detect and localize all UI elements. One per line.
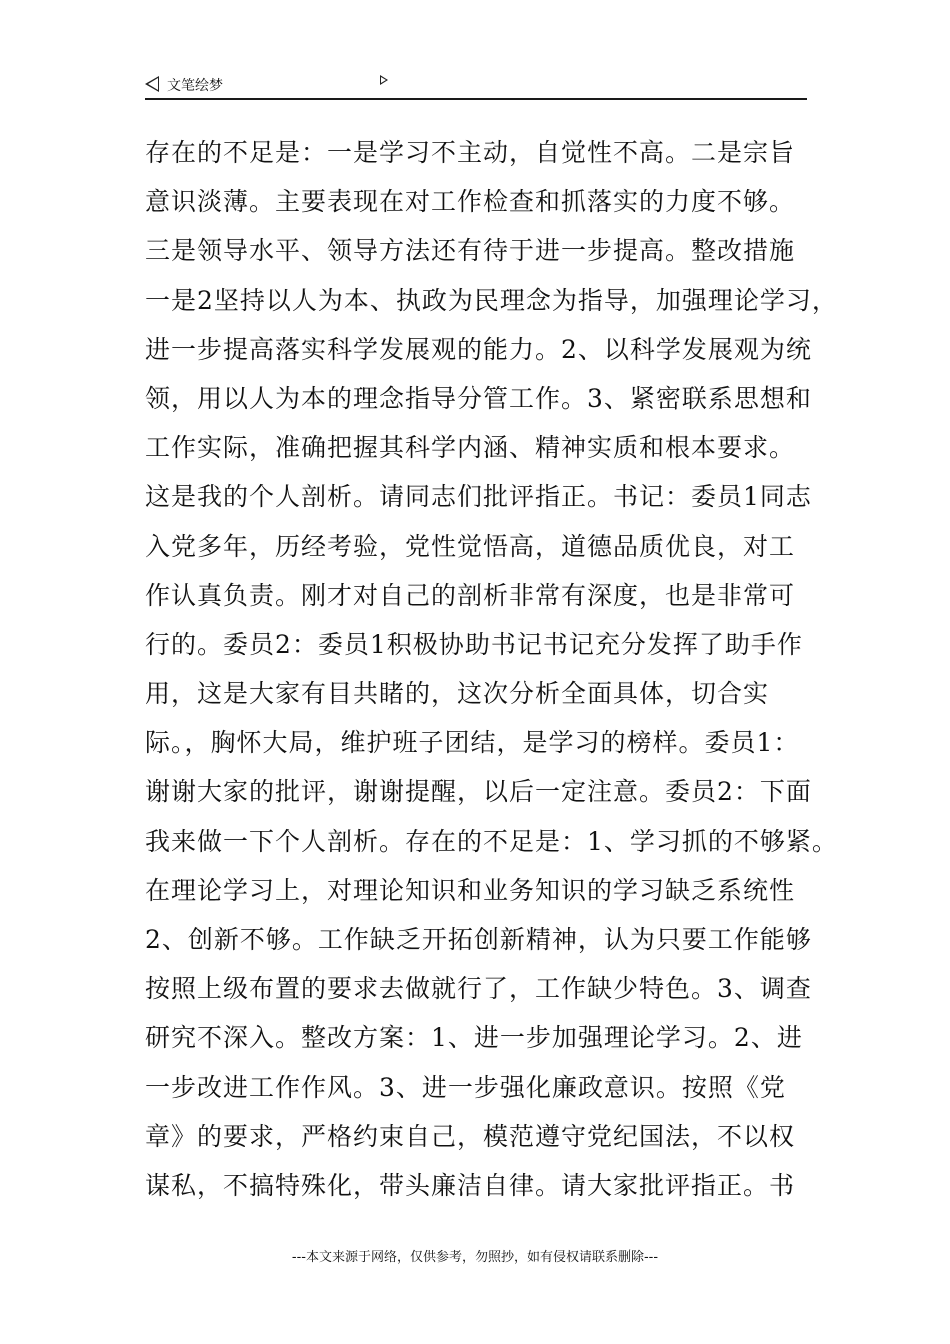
body-line: 作认真负责。刚才对自己的剖析非常有深度，也是非常可: [145, 580, 796, 610]
header-brand: 文笔绘梦: [167, 78, 223, 94]
right-triangle-icon: [380, 75, 388, 85]
body-line: 意识淡薄。主要表现在对工作检查和抓落实的力度不够。: [145, 187, 796, 217]
body-line: 行的。委员2：委员1积极协助书记书记充分发挥了助手作: [145, 629, 803, 659]
body-line: 章》的要求，严格约束自己，模范遵守党纪国法，不以权: [145, 1121, 796, 1151]
body-line: 在理论学习上，对理论知识和业务知识的学习缺乏系统性: [145, 875, 796, 905]
body-line: 用，这是大家有目共睹的，这次分析全面具体，切合实: [145, 679, 770, 709]
left-triangle-icon: [145, 76, 159, 92]
body-line: 谢谢大家的批评，谢谢提醒，以后一定注意。委员2：下面: [145, 777, 812, 807]
page-header: [145, 74, 807, 100]
body-line: 这是我的个人剖析。请同志们批评指正。书记：委员1同志: [145, 482, 812, 512]
body-line: 存在的不足是：一是学习不主动，自觉性不高。二是宗旨: [145, 138, 796, 167]
body-line: 际。，胸怀大局，维护班子团结，是学习的榜样。委员1：: [145, 728, 800, 758]
body-line: 三是领导水平、领导方法还有待于进一步提高。整改措施: [145, 236, 796, 266]
page-footer: ---本文来源于网络，仅供参考，勿照抄，如有侵权请联系删除---: [291, 1250, 659, 1265]
body-line: 领，用以人为本的理念指导分管工作。3、紧密联系思想和: [145, 383, 812, 413]
body-line: 入党多年，历经考验，党性觉悟高，道德品质优良，对工: [145, 531, 796, 561]
body-line: 工作实际，准确把握其科学内涵、精神实质和根本要求。: [145, 433, 796, 463]
body-line: 进一步提高落实科学发展观的能力。2、以科学发展观为统: [145, 334, 812, 364]
body-line: 按照上级布置的要求去做就行了，工作缺少特色。3、调查: [145, 974, 812, 1004]
body-line: 研究不深入。整改方案：1、进一步加强理论学习。2、进: [145, 1023, 803, 1053]
body-line: 谋私，不搞特殊化，带头廉洁自律。请大家批评指正。书: [145, 1170, 796, 1200]
body-line: 一步改进工作作风。3、进一步强化廉政意识。按照《党: [145, 1072, 786, 1102]
body-line: 一是2坚持以人为本、执政为民理念为指导，加强理论学习，: [145, 285, 838, 315]
document-body: [145, 128, 838, 1210]
body-line: 我来做一下个人剖析。存在的不足是：1、学习抓的不够紧。: [145, 826, 838, 856]
body-line: 2、创新不够。工作缺乏开拓创新精神，认为只要工作能够: [145, 925, 812, 954]
